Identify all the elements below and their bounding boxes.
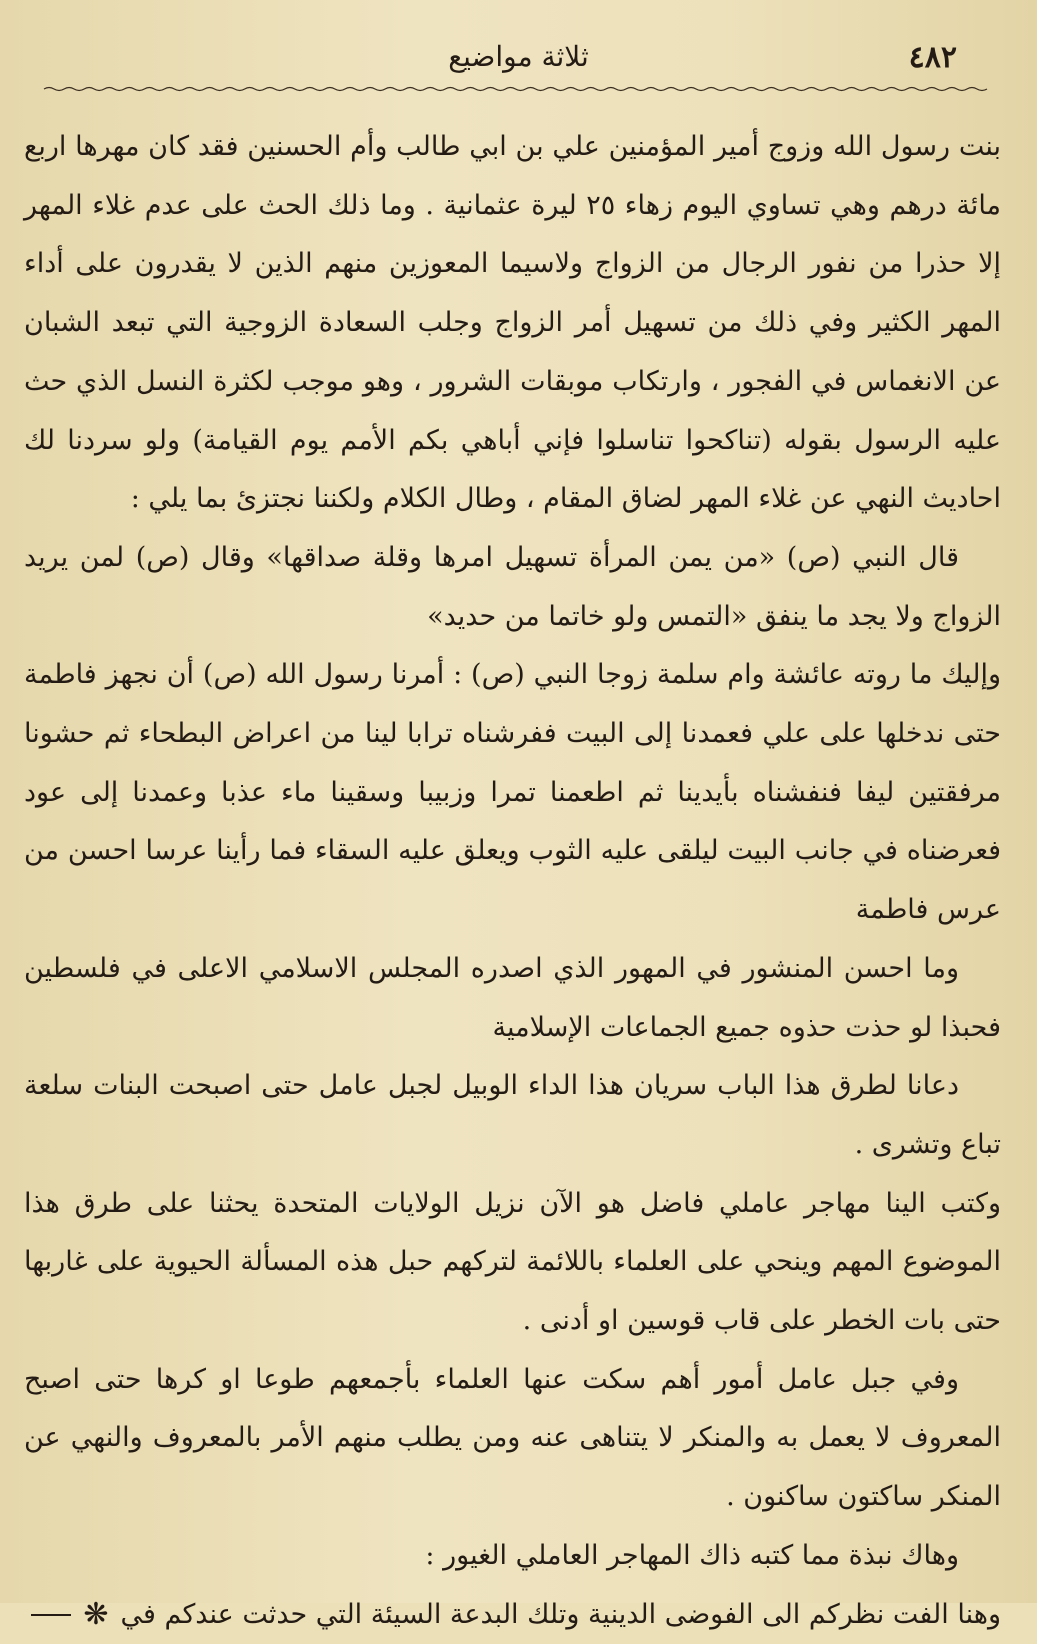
paragraph: قال النبي (ص) «من يمن المرأة تسهيل امرها وقلة صداقها» وقال (ص) لمن يريد الزواج ولا يجد ما ينفق «التمس ولو خاتما من حديد» [24,541,1001,632]
page-number: ٤٨٢ [908,40,957,75]
page-header [40,30,997,80]
paragraph: دعانا لطرق هذا الباب سريان هذا الداء الوبيل لجبل عامل حتى اصبحت البنات سلعة تباع وتشرى . [24,1070,1001,1160]
running-title: ثلاثة مواضيع [448,40,589,73]
body-text [24,118,1001,1644]
wavy-divider [44,86,987,92]
paragraph: بنت رسول الله وزوج أمير المؤمنين علي بن ابي طالب وأم الحسنين فقد كان مهرها اربع مائة درهم وهي تساوي اليوم زهاء ٢٥ ليرة عثمانية . وما ذلك الحث على عدم غلاء المهر إلا حذرا من نفور الرجال من الزواج ولاسيما المعوزين منهم الذين لا يقدرون على أداء المهر الكثير وفي ذلك من تسهيل أمر الزواج وجلب السعادة الزوجية التي تبعد الشبان عن الانغماس في الفجور ، وارتكاب موبقات الشرور ، وهو موجب لكثرة النسل الذي حث عليه الرسول بقوله (تناكحوا تناسلوا فإني أباهي بكم الأمم يوم القيامة) ولو سردنا لك احاديث النهي عن غلاء المهر لضاق المقام ، وطال الكلام ولكننا نجتزئ بما يلي : [24,131,1002,515]
paragraph: وما احسن المنشور في المهور الذي اصدره المجلس الاسلامي الاعلى في فلسطين فحبذا لو حذت حذوه جميع الجماعات الإسلامية [24,952,1001,1043]
paragraph: وهاك نبذة مما كتبه ذاك المهاجر العاملي الغيور : [425,1539,959,1571]
closing-line [24,1586,1001,1644]
closing-line-text: وهنا الفت نظركم الى الفوضى الدينية وتلك البدعة السيئة التي حدثت عندكم في [120,1598,1001,1630]
dash-rule [31,1614,71,1616]
paragraph: وفي جبل عامل أمور أهم سكت عنها العلماء بأجمعهم طوعا او كرها حتى اصبح المعروف لا يعمل به والمنكر لا يتناهى عنه ومن يطلب منهم الأمر بالمعروف والنهي عن المنكر ساكتون ساكنون . [24,1363,1001,1513]
paragraph: وكتب الينا مهاجر عاملي فاضل هو الآن نزيل الولايات المتحدة يحثنا على طرق هذا الموضوع المهم وينحي على العلماء باللائمة لتركهم حبل هذه المسألة الحيوية على غاربها حتى بات الخطر على قاب قوسين او أدنى . [24,1187,1001,1337]
paragraph: وإليك ما روته عائشة وام سلمة زوجا النبي (ص) : أمرنا رسول الله (ص) أن نجهز فاطمة حتى ندخلها على علي فعمدنا إلى البيت ففرشناه ترابا لينا من اعراض البطحاء ثم حشونا مرفقتين ليفا فنفشناه بأيدينا ثم اطعمنا تمرا وزبيبا وسقينا ماء عذبا وعمدنا إلى عود فعرضناه في جانب البيت ليلقى عليه الثوب ويعلق عليه السقاء فما رأينا عرسا احسن من عرس فاطمة [24,659,1001,926]
asterism-ornament-icon: ❋ [83,1596,109,1632]
